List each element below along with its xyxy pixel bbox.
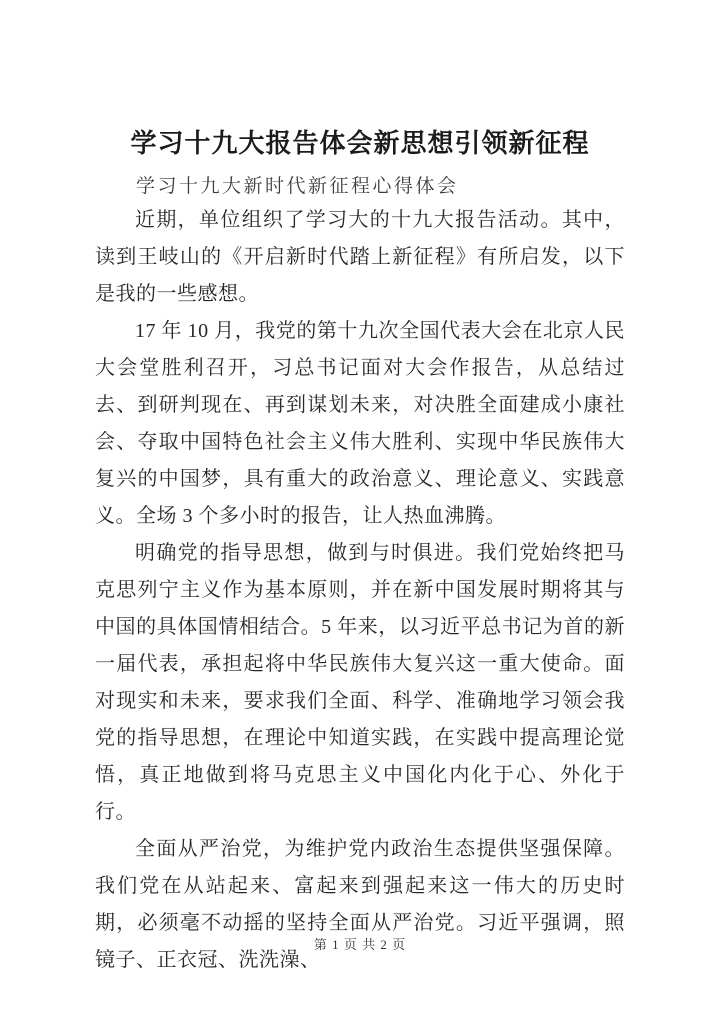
document-content — [95, 126, 625, 979]
paragraph-intro: 近期，单位组织了学习大的十九大报告活动。其中，读到王岐山的《开启新时代踏上新征程》有所启发，以下是我的一些感想。 — [95, 209, 625, 305]
paragraph-congress-report: 17 年 10 月，我党的第十九次全国代表大会在北京人民大会堂胜利召开，习总书记面对大会作报告，从总结过去、到研判现在、再到谋划未来，对决胜全面建成小康社会、夺取中国特色社会主义伟大胜利、实现中华民族伟大复兴的中国梦，具有重大的政治意义、理论意义、实践意义。全场 3 个多小时的报告，让人热血沸腾。 — [95, 320, 625, 527]
document-subtitle: 学习十九大新时代新征程心得体会 — [136, 176, 459, 197]
document-body — [95, 202, 625, 979]
paragraph-guiding-ideology: 明确党的指导思想，做到与时俱进。我们党始终把马克思列宁主义作为基本原则，并在新中国发展时期将其与中国的具体国情相结合。5 年来，以习近平总书记为首的新一届代表，承担起将中华民族伟大复兴这一重大使命。面对现实和未来，要求我们全面、科学、准确地学习领会我党的指导思想，在理论中知道实践，在实践中提高理论觉悟，真正地做到将马克思主义中国化内化于心、外化于行。 — [95, 542, 625, 823]
page-number-footer: 第 1 页 共 2 页 — [313, 937, 407, 952]
document-title: 学习十九大报告体会新思想引领新征程 — [130, 129, 590, 158]
paragraph-party-governance: 全面从严治党，为维护党内政治生态提供坚强保障。我们党在从站起来、富起来到强起来这一伟大的历史时期，必须毫不动摇的坚持全面从严治党。习近平强调，照镜子、正衣冠、洗洗澡、 — [95, 838, 625, 971]
